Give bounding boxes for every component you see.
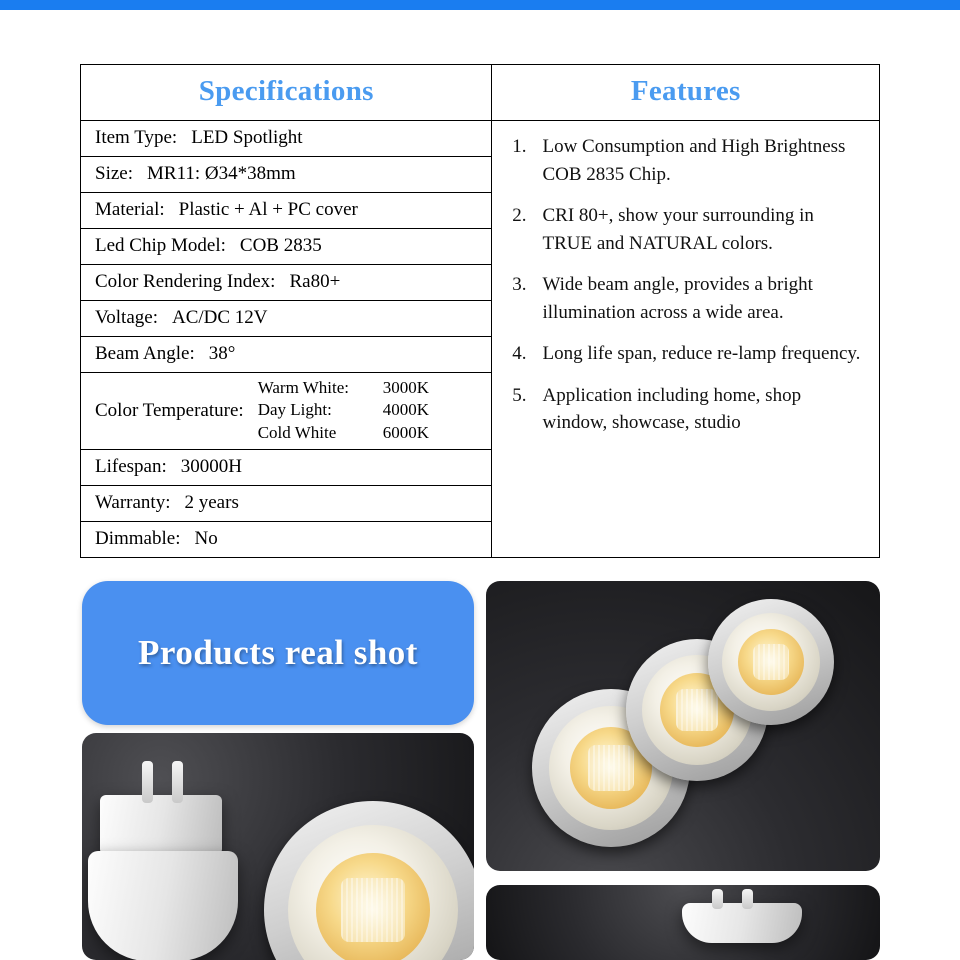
color-temperature-option-value: 6000K [382,422,429,442]
features-column [492,65,879,557]
spotlight-front-large [264,801,474,960]
color-temperature-option [258,377,429,399]
specifications-heading: Specifications [81,65,491,121]
spec-value: AC/DC 12V [171,307,268,328]
spec-value: Plastic + Al + PC cover [178,199,358,220]
spec-label: Led Chip Model: [95,235,226,256]
base-pin-right [742,889,753,909]
spec-label: Beam Angle: [95,343,195,364]
feature-item [498,133,861,188]
spec-value: LED Spotlight [191,127,303,148]
feature-number: 1. [512,136,527,157]
product-info-table [80,64,880,558]
cob-chip [316,853,429,960]
color-temperature-values [258,377,429,444]
top-accent-bar [0,0,960,10]
color-temperature-option [258,422,429,444]
color-temperature-label: Color Temperature: [95,399,244,421]
spec-value: Ra80+ [289,271,341,292]
spec-row [81,229,491,265]
spec-row [81,522,491,557]
features-heading: Features [492,65,879,121]
spec-row [81,265,491,301]
spec-row [81,486,491,522]
spec-row [81,450,491,486]
lamp-housing [88,851,238,960]
spec-value: 30000H [180,456,242,478]
feature-number: 4. [512,343,527,365]
specifications-column [81,65,492,557]
spec-label: Size: [95,163,133,184]
feature-item [498,271,861,326]
photo-spotlight-pair [486,885,880,960]
spec-label: Voltage: [95,307,158,328]
products-real-shot-banner [82,581,474,725]
spec-value: 2 years [184,492,239,514]
feature-text: Wide beam angle, provides a bright illumination across a wide area. [542,274,813,323]
feature-text: Application including home, shop window, showcase, studio [542,384,802,434]
spec-value: 38° [208,343,236,364]
spec-value: MR11: Ø34*38mm [147,163,296,184]
spec-label: Lifespan: [95,456,167,478]
lamp-housing [682,903,802,943]
products-real-shot-label: Products real shot [138,633,418,672]
color-temperature-option-name: Day Light: [257,400,332,420]
base-pin-left [712,889,723,909]
spec-row [81,193,491,229]
spec-value: COB 2835 [239,235,322,256]
base-pin-right [172,761,183,803]
spec-row [81,301,491,337]
base-pin-left [142,761,153,803]
color-temperature-option-value: 4000K [382,400,429,420]
feature-text: CRI 80+, show your surrounding in TRUE and NATURAL colors. [542,205,814,254]
color-temperature-option-name: Cold White [257,422,337,442]
features-list [492,121,879,449]
spec-value: No [194,528,218,550]
spec-label: Color Rendering Index: [95,271,276,292]
spec-label: Dimmable: [95,528,181,550]
feature-item [498,382,861,437]
spec-label: Material: [95,199,165,220]
feature-item [498,202,861,257]
feature-text: Long life span, reduce re-lamp frequency. [542,343,861,365]
spec-row [81,337,491,373]
color-temperature-row [81,373,491,450]
spec-label: Warranty: [95,492,171,514]
color-temperature-option-value: 3000K [382,378,429,397]
feature-number: 5. [512,384,527,406]
feature-item [498,340,861,368]
spec-label: Item Type: [95,127,178,148]
color-temperature-option [258,399,429,421]
photo-three-spotlights-row [486,581,880,871]
color-temperature-option-name: Warm White: [257,378,350,397]
lamp-base-body [100,795,222,855]
feature-number: 3. [512,274,527,296]
feature-number: 2. [512,205,527,227]
spotlight-back [708,599,834,725]
feature-text: Low Consumption and High Brightness COB 2835 Chip. [542,136,846,185]
spec-row [81,121,491,157]
cob-chip [738,629,804,695]
photo-spotlight-with-base [82,733,474,960]
spec-row [81,157,491,193]
